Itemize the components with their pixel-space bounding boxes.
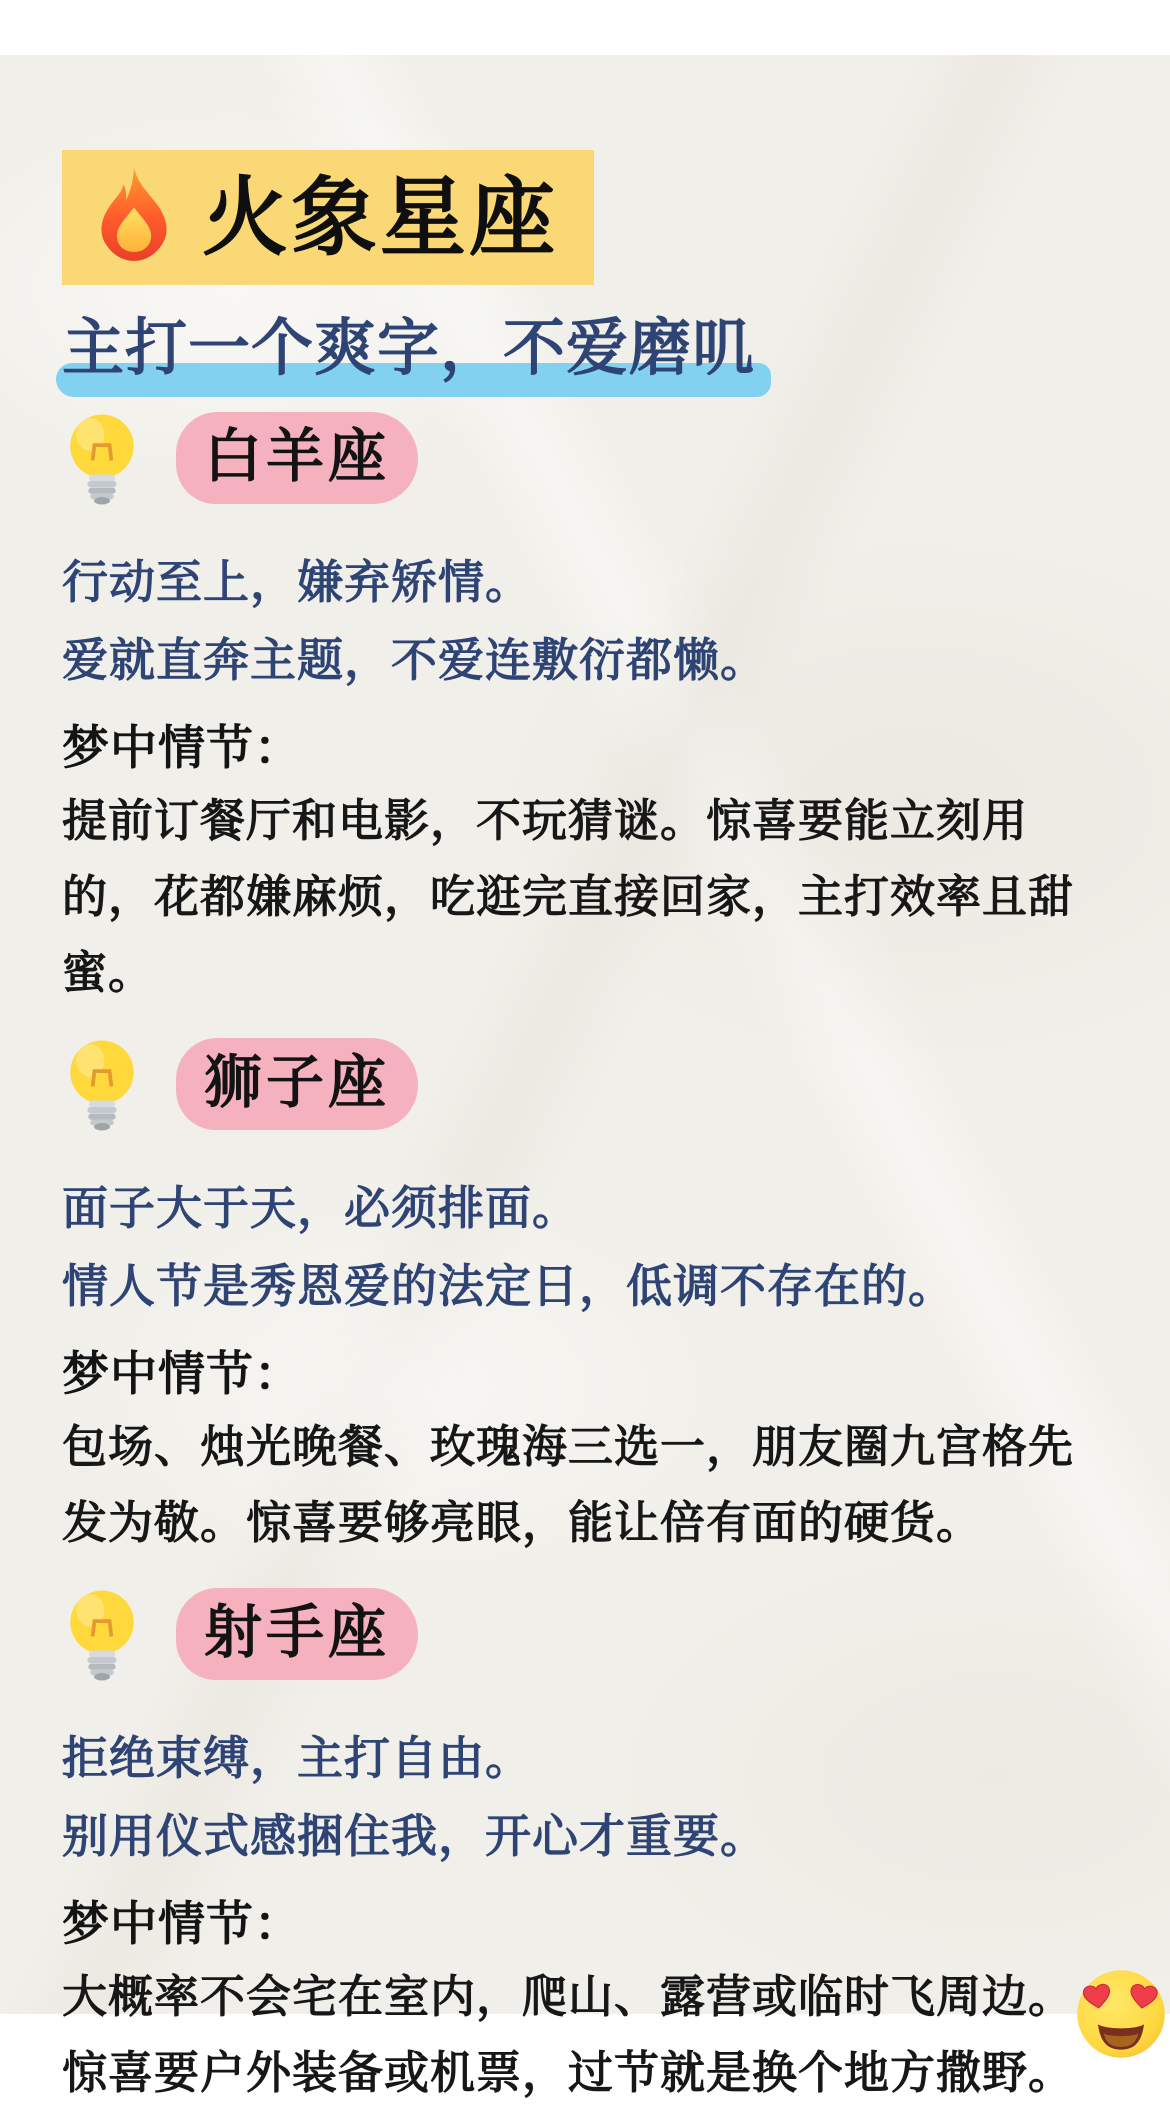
section-aries	[62, 411, 1108, 1011]
subtitle-underline	[62, 313, 755, 385]
lightbulb-icon	[62, 411, 142, 505]
trait-line: 情人节是秀恩爱的法定日，低调不存在的。	[62, 1260, 955, 1312]
section-title-pill: 狮子座	[176, 1038, 418, 1130]
lightbulb-icon	[62, 1037, 142, 1131]
trait-line: 别用仪式感捆住我，开心才重要。	[62, 1810, 767, 1862]
section-leo	[62, 1037, 1108, 1561]
dream-label: 梦中情节：	[62, 1897, 302, 1950]
heart-eyes-icon	[1075, 1968, 1167, 2060]
trait-lines	[62, 1719, 1108, 1875]
section-title-pill: 射手座	[176, 1588, 418, 1680]
dream-text: 大概率不会宅在室内，爬山、露营或临时飞周边。惊喜要户外装备或机票，过节就是换个地方撒野。	[62, 1971, 1075, 2098]
dream-text: 提前订餐厅和电影，不玩猜谜。惊喜要能立刻用的，花都嫌麻烦，吃逛完直接回家，主打效率且甜蜜。	[62, 795, 1075, 998]
section-header	[62, 411, 1108, 505]
trait-lines	[62, 543, 1108, 699]
section-header	[62, 1037, 1108, 1131]
page-title: 火象星座	[202, 169, 558, 266]
subtitle-row	[62, 313, 1108, 385]
trait-lines	[62, 1169, 1108, 1325]
dream-label: 梦中情节：	[62, 721, 302, 774]
dream-label: 梦中情节：	[62, 1347, 302, 1400]
title-highlight-badge	[62, 150, 594, 285]
trait-line: 面子大于天，必须排面。	[62, 1182, 579, 1234]
post-subtitle: 主打一个爽字，不爱磨叽	[62, 314, 756, 383]
trait-line: 行动至上，嫌弃矫情。	[62, 556, 532, 608]
lightbulb-icon	[62, 1587, 142, 1681]
paper-background	[0, 55, 1170, 2098]
post-content	[0, 55, 1170, 2098]
section-header	[62, 1587, 1108, 1681]
trait-line: 爱就直奔主题，不爱连敷衍都懒。	[62, 634, 767, 686]
section-title-pill: 白羊座	[176, 412, 418, 504]
dream-text: 包场、烛光晚餐、玫瑰海三选一，朋友圈九宫格先发为敬。惊喜要够亮眼，能让倍有面的硬货。	[62, 1421, 1075, 1548]
trait-line: 拒绝束缚，主打自由。	[62, 1732, 532, 1784]
flame-icon	[88, 164, 180, 271]
section-sagittarius	[62, 1587, 1108, 2111]
